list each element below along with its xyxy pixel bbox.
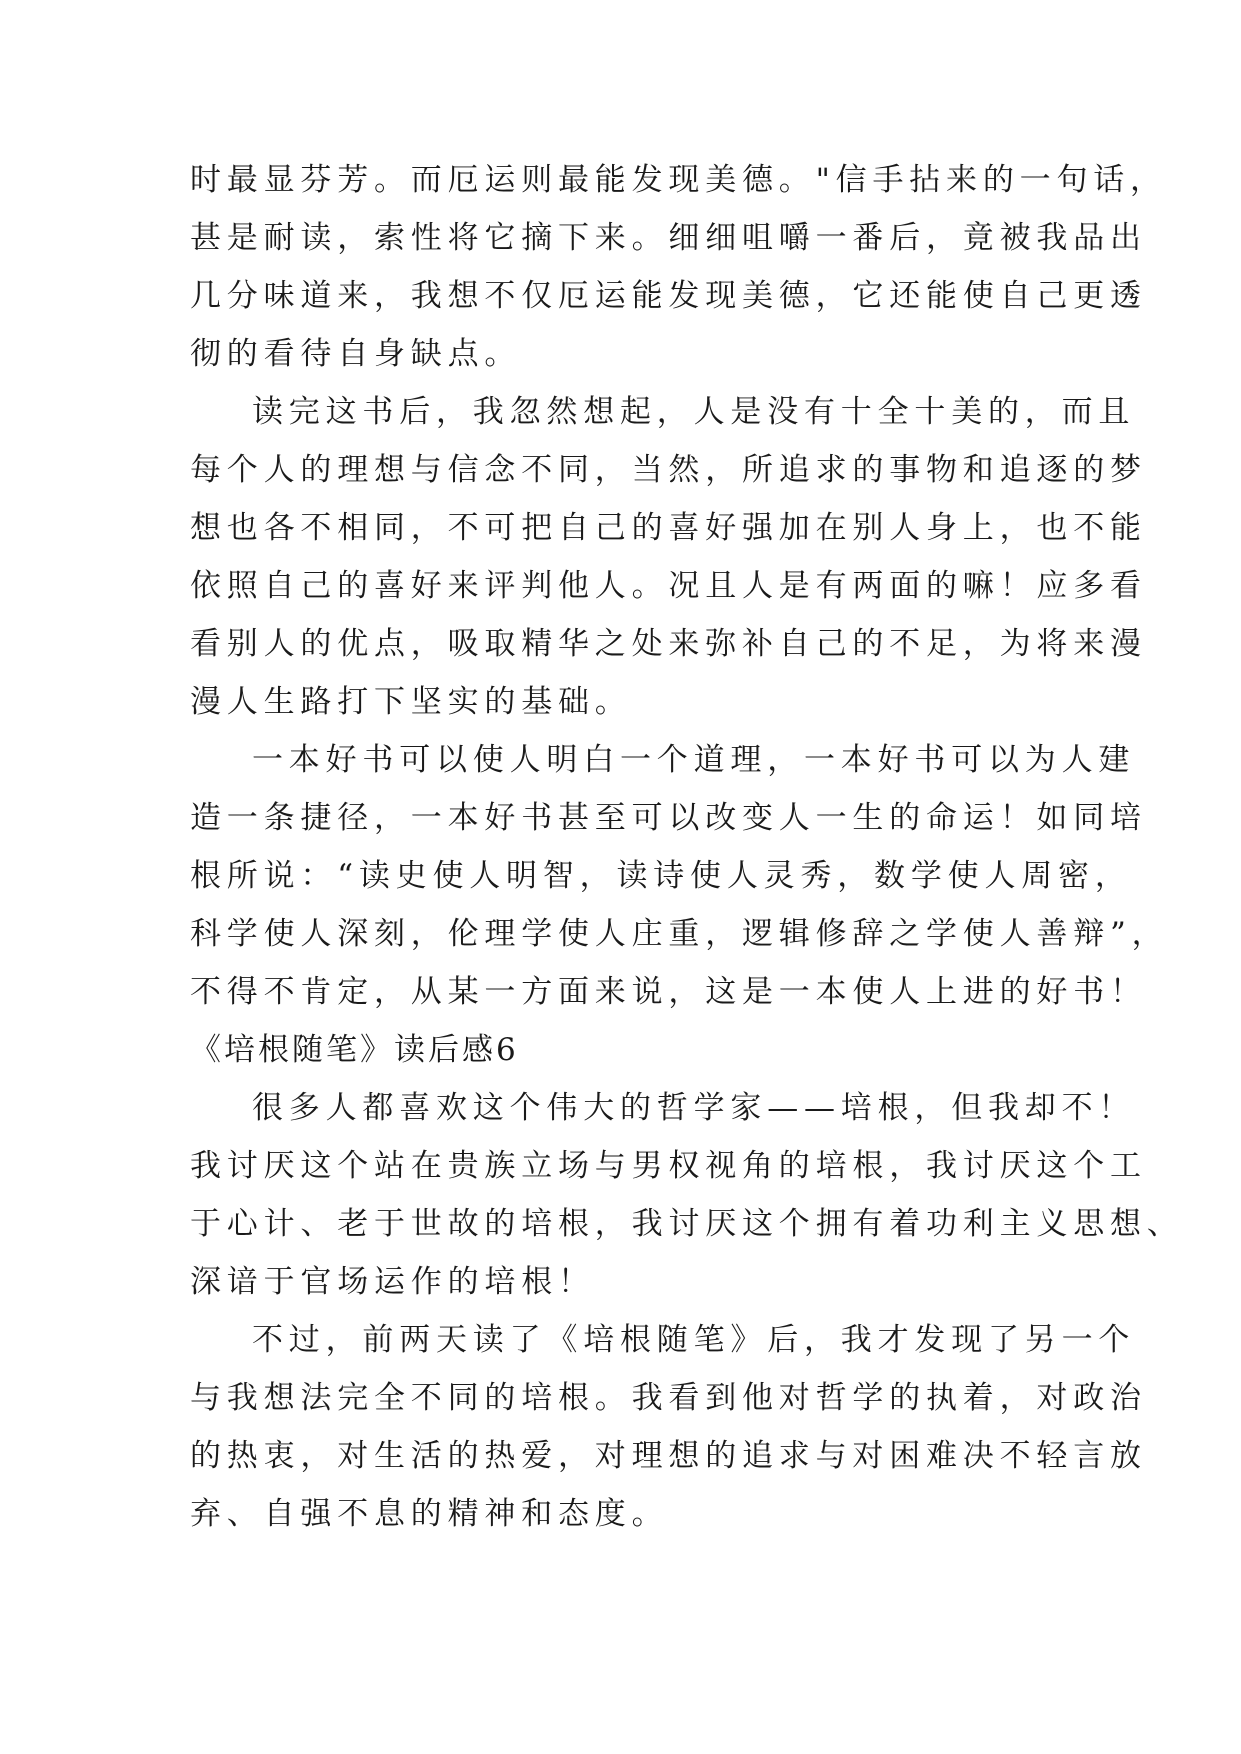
- text-line: 弃、自强不息的精神和态度。: [190, 1496, 669, 1532]
- text-line: 与我想法完全不同的培根。我看到他对哲学的执着，对政治: [190, 1380, 1147, 1416]
- paragraph-first-line: 很多人都喜欢这个伟大的哲学家——培根，但我却不！: [252, 1090, 1136, 1126]
- text-line: 每个人的理想与信念不同，当然，所追求的事物和追逐的梦: [190, 452, 1147, 488]
- text-line: 时最显芬芳。而厄运则最能发现美德。"信手拈来的一句话，: [190, 162, 1167, 198]
- text-line: 依照自己的喜好来评判他人。况且人是有两面的嘛！应多看: [190, 568, 1147, 604]
- section-heading: 《培根随笔》读后感6: [190, 1032, 519, 1068]
- text-line: 深谙于官场运作的培根！: [190, 1264, 595, 1300]
- text-line: 彻的看待自身缺点。: [190, 336, 522, 372]
- text-line: 想也各不相同，不可把自己的喜好强加在别人身上，也不能: [190, 510, 1147, 546]
- text-line: 我讨厌这个站在贵族立场与男权视角的培根，我讨厌这个工: [190, 1148, 1147, 1184]
- text-line: 漫人生路打下坚实的基础。: [190, 684, 632, 720]
- paragraph-first-line: 一本好书可以使人明白一个道理，一本好书可以为人建: [252, 742, 1136, 778]
- text-line: 根所说：“读史使人明智，读诗使人灵秀，数学使人周密，: [190, 858, 1132, 894]
- paragraph-first-line: 不过，前两天读了《培根随笔》后，我才发现了另一个: [252, 1322, 1136, 1358]
- paragraph-first-line: 读完这书后，我忽然想起，人是没有十全十美的，而且: [252, 394, 1136, 430]
- text-line: 看别人的优点，吸取精华之处来弥补自己的不足，为将来漫: [190, 626, 1147, 662]
- text-line: 甚是耐读，索性将它摘下来。细细咀嚼一番后，竟被我品出: [190, 220, 1147, 256]
- text-line: 几分味道来，我想不仅厄运能发现美德，它还能使自己更透: [190, 278, 1147, 314]
- text-line: 于心计、老于世故的培根，我讨厌这个拥有着功利主义思想、: [190, 1206, 1184, 1242]
- text-line: 的热衷，对生活的热爱，对理想的追求与对困难决不轻言放: [190, 1438, 1147, 1474]
- text-line: 不得不肯定，从某一方面来说，这是一本使人上进的好书！: [190, 974, 1147, 1010]
- text-line: 科学使人深刻，伦理学使人庄重，逻辑修辞之学使人善辩”，: [190, 916, 1169, 952]
- text-line: 造一条捷径，一本好书甚至可以改变人一生的命运！如同培: [190, 800, 1147, 836]
